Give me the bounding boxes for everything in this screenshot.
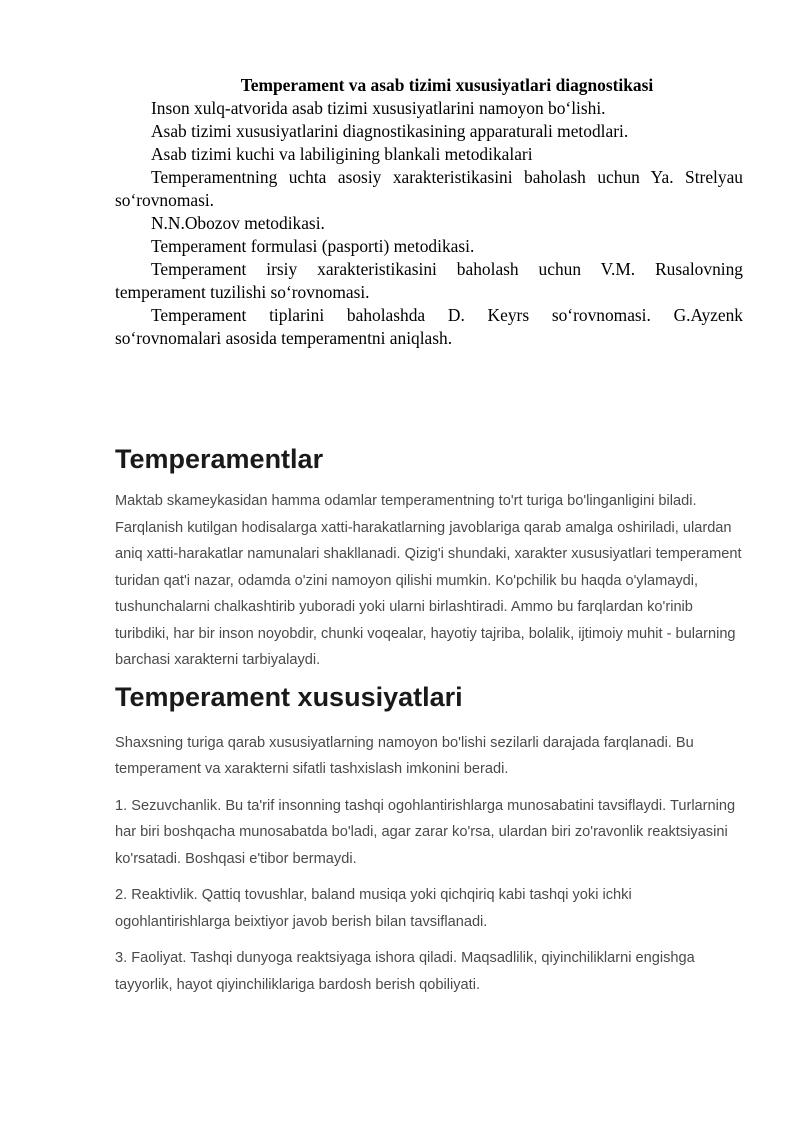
property-item: 3. Faoliyat. Tashqi dunyoga reaktsiyaga ishora qiladi. Maqsadlilik, qiyinchiliklarni engishga tayyorlik, hayot qiyinchiliklariga bardosh berish qobiliyati. <box>115 950 695 993</box>
outline-item: Inson xulq-atvorida asab tizimi xususiyatlarini namoyon bo‘lishi. <box>151 98 606 118</box>
section-heading-temperament-xususiyatlari: Temperament xususiyatlari <box>115 681 463 712</box>
outline-item: Temperamentning uchta asosiy xarakteristikasini baholash uchun Ya. Strelyau so‘rovnomasi. <box>115 167 743 210</box>
outline-item: Asab tizimi kuchi va labiligining blankali metodikalari <box>151 144 533 164</box>
outline-section <box>115 74 743 350</box>
document-page <box>115 74 743 998</box>
document-title: Temperament va asab tizimi xususiyatlari diagnostikasi <box>240 75 654 95</box>
section-paragraph: Maktab skameykasidan hamma odamlar temperamentning to'rt turiga bo'linganligini biladi. Farqlanish kutilgan hodisalarga xatti-harakatlarning javoblariga qarab amalga oshiriladi, ulardan aniq xatti-harakatlar namunalari shakllanadi. Qizig'i shundaki, xarakter xususiyatlari temperament turidan qat'i nazar, odamda o'zini namoyon qilishi mumkin. Ko'pchilik bu haqda o'ylamaydi, tushunchalarni chalkashtirib yuboradi yoki ularni birlashtiradi. Ammo bu farqlardan ko'rinib turibdiki, har bir inson noyobdir, chunki voqealar, hayotiy tajriba, bolalik, ijtimoiy muhit - bularning barchasi xarakterni tarbiyalaydi. <box>115 493 742 668</box>
outline-item: Asab tizimi xususiyatlarini diagnostikasining apparaturali metodlari. <box>151 121 629 141</box>
property-item: 2. Reaktivlik. Qattiq tovushlar, baland musiqa yoki qichqiriq kabi tashqi yoki ichki ogohlantirishlarga beixtiyor javob berish bilan tavsiflanadi. <box>115 887 632 930</box>
property-item: 1. Sezuvchanlik. Bu ta'rif insonning tashqi ogohlantirishlarga munosabatini tavsiflaydi. Turlarning har biri boshqacha munosabatda bo'ladi, agar zarar ko'rsa, ulardan biri zo'ravonlik reaktsiyasini ko'rsatadi. Boshqasi e'tibor bermaydi. <box>115 797 736 867</box>
outline-item: Temperament tiplarini baholashda D. Keyrs so‘rovnomasi. G.Ayzenk so‘rovnomalari asosida temperamentni aniqlash. <box>115 305 743 348</box>
section-heading-temperamentlar: Temperamentlar <box>115 444 324 474</box>
section-intro: Shaxsning turiga qarab xususiyatlarning namoyon bo'lishi sezilarli darajada farqlanadi. Bu temperament va xarakterni sifatli tashxislash imkonini beradi. <box>115 734 694 777</box>
outline-item: N.N.Obozov metodikasi. <box>151 213 325 233</box>
article-section <box>115 442 743 998</box>
outline-item: Temperament formulasi (pasporti) metodikasi. <box>151 236 475 256</box>
outline-item: Temperament irsiy xarakteristikasini baholash uchun V.M. Rusalovning temperament tuzilishi so‘rovnomasi. <box>115 259 743 302</box>
